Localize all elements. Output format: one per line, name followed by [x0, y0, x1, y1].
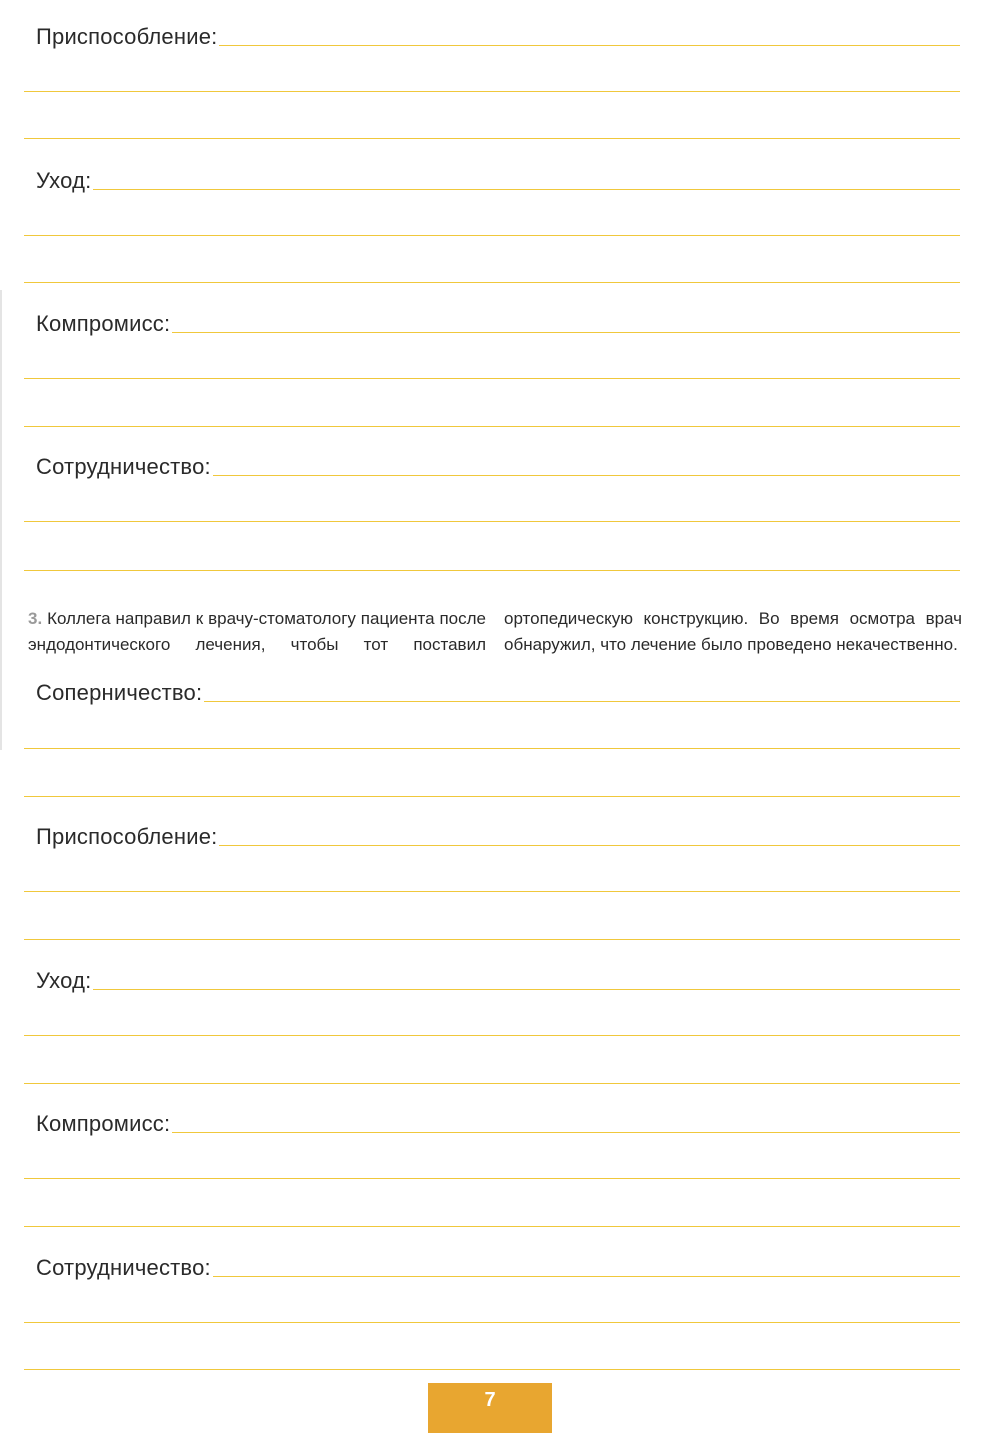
field-competition-2[interactable] [36, 674, 960, 708]
answer-line[interactable] [24, 1035, 960, 1036]
field-label: Сотрудничество: [36, 454, 211, 479]
field-compromise-1[interactable] [36, 305, 960, 339]
field-label: Компромисс: [36, 311, 171, 336]
field-accommodation-1[interactable] [36, 18, 960, 52]
answer-line[interactable] [24, 282, 960, 283]
answer-line[interactable] [24, 1178, 960, 1179]
field-accommodation-2[interactable] [36, 818, 960, 852]
answer-line[interactable] [24, 1083, 960, 1084]
answer-line[interactable] [24, 91, 960, 92]
answer-line[interactable] [24, 138, 960, 139]
field-label: Уход: [36, 168, 92, 193]
answer-line[interactable] [24, 1322, 960, 1323]
field-collaboration-2[interactable] [36, 1249, 960, 1283]
answer-line[interactable] [93, 189, 960, 190]
answer-line[interactable] [219, 45, 960, 46]
answer-line[interactable] [24, 939, 960, 940]
field-label: Соперничество: [36, 680, 203, 705]
answer-line[interactable] [219, 845, 960, 846]
answer-line[interactable] [24, 748, 960, 749]
answer-line[interactable] [24, 891, 960, 892]
answer-line[interactable] [24, 426, 960, 427]
answer-line[interactable] [172, 1132, 960, 1133]
answer-line[interactable] [172, 332, 960, 333]
answer-line[interactable] [24, 521, 960, 522]
answer-line[interactable] [213, 475, 960, 476]
field-label: Приспособление: [36, 24, 218, 49]
field-label: Компромисс: [36, 1111, 171, 1136]
page-number: 7 [484, 1389, 496, 1411]
answer-line[interactable] [24, 796, 960, 797]
answer-line[interactable] [204, 701, 960, 702]
task-3 [28, 606, 962, 658]
page-edge-shadow [0, 290, 2, 750]
field-label: Приспособление: [36, 824, 218, 849]
field-label: Уход: [36, 968, 92, 993]
answer-line[interactable] [93, 989, 960, 990]
task-text-right: ортопедическую конструкцию. Во время осмотра врач обнаружил, что лечение было проведено некачественно. [504, 609, 962, 654]
answer-line[interactable] [213, 1276, 960, 1277]
answer-line[interactable] [24, 1369, 960, 1370]
field-label: Сотрудничество: [36, 1255, 211, 1280]
field-avoidance-2[interactable] [36, 962, 960, 996]
task-number: 3. [28, 609, 43, 628]
field-compromise-2[interactable] [36, 1105, 960, 1139]
answer-line[interactable] [24, 378, 960, 379]
answer-line[interactable] [24, 235, 960, 236]
answer-line[interactable] [24, 1226, 960, 1227]
field-avoidance-1[interactable] [36, 162, 960, 196]
field-collaboration-1[interactable] [36, 448, 960, 482]
task-text-left-body: Коллега направил к врачу-стоматологу пациента после эндодонтического лечения, чтобы тот поставил [28, 609, 486, 654]
page-number-tab [428, 1383, 552, 1433]
task-text-left [28, 606, 486, 658]
answer-line[interactable] [24, 570, 960, 571]
